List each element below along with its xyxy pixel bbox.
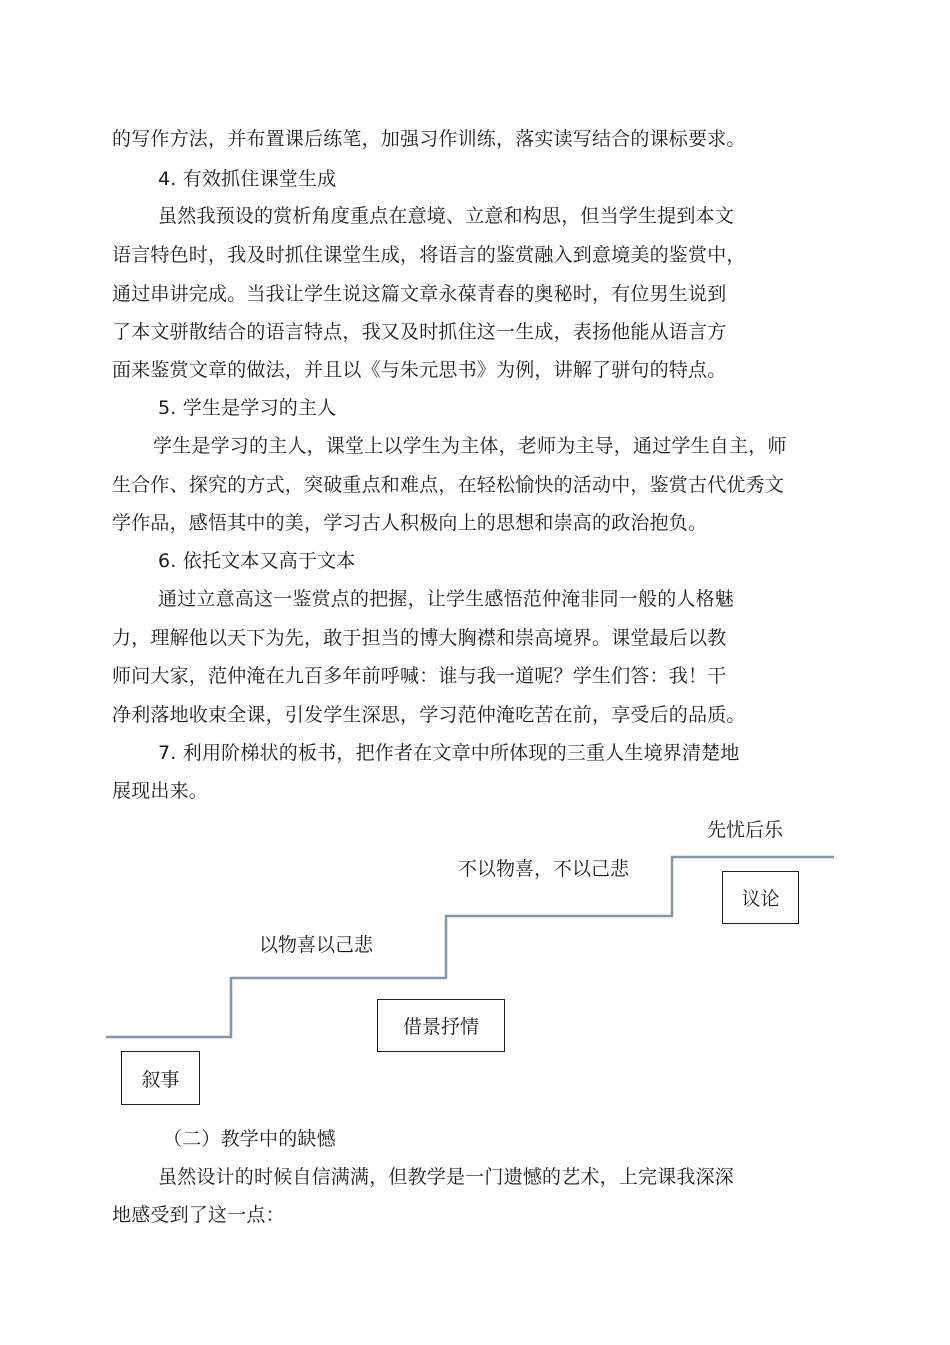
paragraph-line: 学生是学习的主人，课堂上以学生为主体，老师为主导，通过学生自主，师 (153, 435, 787, 457)
box-label: 借景抒情 (402, 1016, 479, 1038)
paragraph-line: 生合作、探究的方式，突破重点和难点，在轻松愉快的活动中，鉴赏古代优秀文 (112, 474, 785, 496)
section-heading-5: 5. 学生是学习的主人 (158, 397, 337, 419)
paragraph-line: 净利落地收束全课，引发学生深思，学习范仲淹吃苦在前，享受后的品质。 (112, 704, 746, 726)
paragraph-line: 通过串讲完成。当我让学生说这篇文章永葆青春的奥秘时，有位男生说到 (112, 283, 727, 305)
paragraph-line: 虽然设计的时候自信满满，但教学是一门遗憾的艺术，上完课我深深 (158, 1166, 735, 1188)
paragraph-line: 语言特色时，我及时抓住课堂生成，将语言的鉴赏融入到意境美的鉴赏中， (112, 244, 746, 266)
paragraph-line: 地感受到了这一点： (112, 1204, 285, 1226)
paragraph-line: 通过立意高这一鉴赏点的把握，让学生感悟范仲淹非同一般的人格魅 (158, 588, 735, 610)
step-label-middle: 以物喜以己悲 (259, 934, 374, 956)
paragraph-line: 了本文骈散结合的语言特点，我又及时抓住这一生成，表扬他能从语言方 (112, 321, 727, 343)
step-label-upper: 不以物喜，不以己悲 (458, 858, 630, 880)
section-heading-2: （二）教学中的缺憾 (163, 1128, 336, 1150)
section-heading-6: 6. 依托文本又高于文本 (158, 550, 356, 572)
paragraph-line: 力，理解他以天下为先，敢于担当的博大胸襟和崇高境界。课堂最后以教 (112, 627, 727, 649)
paragraph-line: 展现出来。 (112, 780, 209, 802)
paragraph-line: 的写作方法，并布置课后练笔，加强习作训练，落实读写结合的课标要求。 (112, 128, 746, 150)
box-label: 议论 (741, 888, 780, 910)
paragraph-line: 学作品，感悟其中的美，学习古人积极向上的思想和崇高的政治抱负。 (112, 512, 708, 534)
paragraph-line: 师问大家，范仲淹在九百多年前呼喊：谁与我一道呢？学生们答：我！干 (112, 665, 727, 687)
box-label: 叙事 (141, 1068, 180, 1091)
paragraph-line: 虽然我预设的赏析角度重点在意境、立意和构思，但当学生提到本文 (158, 205, 735, 227)
box-discuss (722, 871, 799, 924)
section-heading-7: 7. 利用阶梯状的板书，把作者在文章中所体现的三重人生境界清楚地 (158, 742, 740, 764)
paragraph-line: 面来鉴赏文章的做法，并且以《与朱元思书》为例，讲解了骈句的特点。 (112, 359, 727, 381)
step-label-top: 先忧后乐 (707, 819, 784, 841)
box-narrate (121, 1051, 200, 1105)
box-scenery (377, 999, 505, 1052)
section-heading-4: 4. 有效抓住课堂生成 (158, 168, 337, 190)
